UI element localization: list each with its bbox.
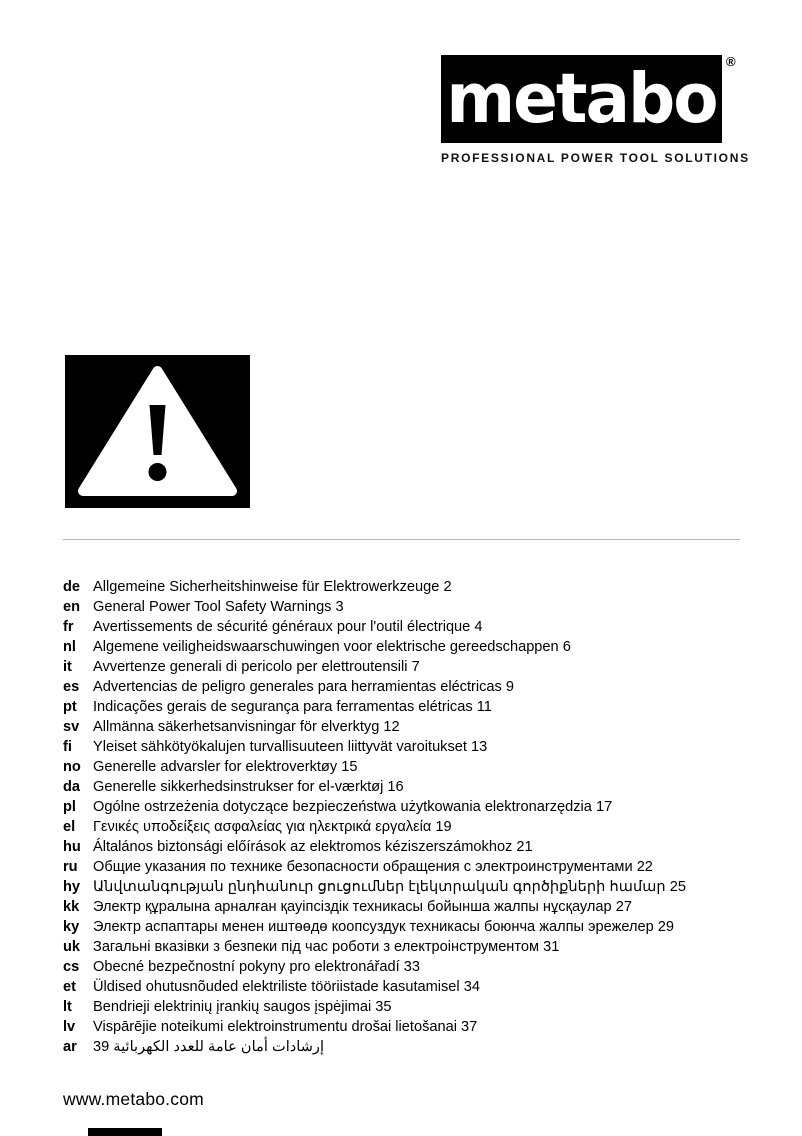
page-number: 4 [474, 619, 483, 635]
page-number: 31 [543, 939, 560, 955]
toc-row-sv [63, 717, 769, 737]
section-title: Անվտանգության ընդհանուր ցուցումներ էլեկտրական գործիքների համար [93, 879, 666, 895]
section-title: Bendrieji elektrinių įrankių saugos įspėjimai [93, 999, 372, 1015]
section-title: Generelle advarsler for elektroverktøy [93, 759, 338, 775]
page-number: 39 [93, 1039, 110, 1055]
language-code: sv [63, 719, 80, 735]
print-registration-mark [88, 1128, 162, 1136]
language-code: en [63, 599, 81, 615]
page-number: 35 [375, 999, 392, 1015]
toc-row-hy [63, 877, 769, 897]
section-title: Ogólne ostrzeżenia dotyczące bezpieczeństwa użytkowania elektronarzędzia [93, 799, 592, 815]
page-number: 15 [341, 759, 358, 775]
section-title: Γενικές υποδείξεις ασφαλείας για ηλεκτρικά εργαλεία [93, 819, 432, 835]
page-number: 33 [403, 959, 420, 975]
logo-text: metabo [446, 58, 717, 139]
toc-row-kk [63, 897, 769, 917]
language-code: lv [63, 1019, 76, 1035]
section-title: Általános biztonsági előírások az elektromos kéziszerszámokhoz [93, 839, 513, 855]
section-title: Allmänna säkerhetsanvisningar för elverktyg [93, 719, 380, 735]
page-number: 12 [383, 719, 400, 735]
language-code: fr [63, 619, 74, 635]
page-number: 2 [443, 579, 452, 595]
language-code: uk [63, 939, 81, 955]
toc-row-ar [63, 1037, 769, 1057]
section-title: Электр аспаптары менен иштөөдө коопсуздук техникасы боюнча жалпы эрежелер [93, 919, 654, 935]
section-title: Indicações gerais de segurança para ferramentas elétricas [93, 699, 473, 715]
toc-row-nl [63, 637, 769, 657]
language-code: cs [63, 959, 80, 975]
page-number: 9 [505, 679, 515, 695]
section-title: Obecné bezpečnostní pokyny pro elektronářadí [93, 959, 400, 975]
section-title: Algemene veiligheidswaarschuwingen voor elektrische gereedschappen [93, 639, 559, 655]
registered-trademark: ® [726, 54, 736, 69]
section-title: Avvertenze generali di pericolo per elettroutensili [93, 659, 408, 675]
language-code: et [63, 979, 76, 995]
page-number: 27 [615, 899, 632, 915]
toc-row-pl [63, 797, 769, 817]
page-number: 34 [463, 979, 480, 995]
language-code: el [63, 819, 76, 835]
language-code: de [63, 579, 81, 595]
metabo-logo [441, 55, 722, 143]
section-title: Yleiset sähkötyökalujen turvallisuuteen liittyvät varoitukset [93, 739, 467, 755]
section-title: Электр құралына арналған қауіпсіздік техникасы бойынша жалпы нұсқаулар [93, 899, 612, 915]
language-code: it [63, 659, 72, 675]
warning-pictogram [65, 355, 250, 508]
section-title: Общие указания по технике безопасности обращения с электроинструментами [93, 859, 633, 875]
toc-row-en [63, 597, 769, 617]
toc-row-de [63, 577, 769, 597]
page-number: 22 [636, 859, 653, 875]
toc-row-lt [63, 997, 769, 1017]
page-number: 17 [595, 799, 613, 815]
section-title: إرشادات أمان عامة للعدد الكهربائية [113, 1039, 325, 1055]
brand-header [441, 54, 750, 165]
toc-row-fi [63, 737, 769, 757]
section-title: Üldised ohutusnõuded elektriliste tööriistade kasutamisel [93, 979, 460, 995]
section-title: Advertencias de peligro generales para herramientas eléctricas [93, 679, 502, 695]
language-code: hu [63, 839, 81, 855]
toc-row-ky [63, 917, 769, 937]
section-title: Avertissements de sécurité généraux pour l'outil électrique [93, 619, 471, 635]
website-text: www.metabo.com [63, 1089, 204, 1109]
language-code: hy [63, 879, 81, 895]
toc-row-et [63, 977, 769, 997]
section-title: Загальні вказівки з безпеки під час роботи з електроінструментом [93, 939, 540, 955]
toc-row-pt [63, 697, 769, 717]
page-number: 19 [435, 819, 452, 835]
logo-row [441, 55, 743, 143]
brand-tagline: PROFESSIONAL POWER TOOL SOLUTIONS [441, 151, 750, 165]
page-number: 37 [461, 1019, 478, 1035]
page-number: 11 [476, 699, 492, 715]
toc-row-el [63, 817, 769, 837]
page-number: 3 [335, 599, 344, 615]
language-index [63, 577, 769, 1057]
section-title: General Power Tool Safety Warnings [93, 599, 332, 615]
page-number: 16 [387, 779, 404, 795]
section-title: Generelle sikkerhedsinstrukser for el-værktøj [93, 779, 384, 795]
page-number: 25 [669, 879, 686, 895]
exclamation-dot [149, 463, 167, 481]
toc-row-es [63, 677, 769, 697]
page-number: 13 [471, 739, 488, 755]
toc-row-uk [63, 937, 769, 957]
language-code: nl [63, 639, 76, 655]
language-code: no [63, 759, 81, 775]
language-code: pl [63, 799, 76, 815]
toc-row-lv [63, 1017, 769, 1037]
page-number: 6 [562, 639, 571, 655]
toc-row-ru [63, 857, 769, 877]
page-number: 7 [411, 659, 420, 675]
language-code: ru [63, 859, 78, 875]
language-code: kk [63, 899, 80, 915]
section-title: Allgemeine Sicherheitshinweise für Elektrowerkzeuge [93, 579, 440, 595]
toc-row-cs [63, 957, 769, 977]
language-code: ar [63, 1039, 77, 1055]
language-code: pt [63, 699, 77, 715]
warning-triangle-icon [65, 355, 250, 508]
language-code: ky [63, 919, 80, 935]
language-code: es [63, 679, 80, 695]
divider-line [63, 539, 740, 540]
language-code: da [63, 779, 81, 795]
toc-row-da [63, 777, 769, 797]
toc-row-fr [63, 617, 769, 637]
toc-row-no [63, 757, 769, 777]
toc-row-hu [63, 837, 769, 857]
page-number: 29 [657, 919, 675, 935]
page-number: 21 [516, 839, 533, 855]
language-code: lt [63, 999, 72, 1015]
section-title: Vispārējie noteikumi elektroinstrumentu drošai lietošanai [93, 1019, 457, 1035]
language-code: fi [63, 739, 72, 755]
toc-row-it [63, 657, 769, 677]
